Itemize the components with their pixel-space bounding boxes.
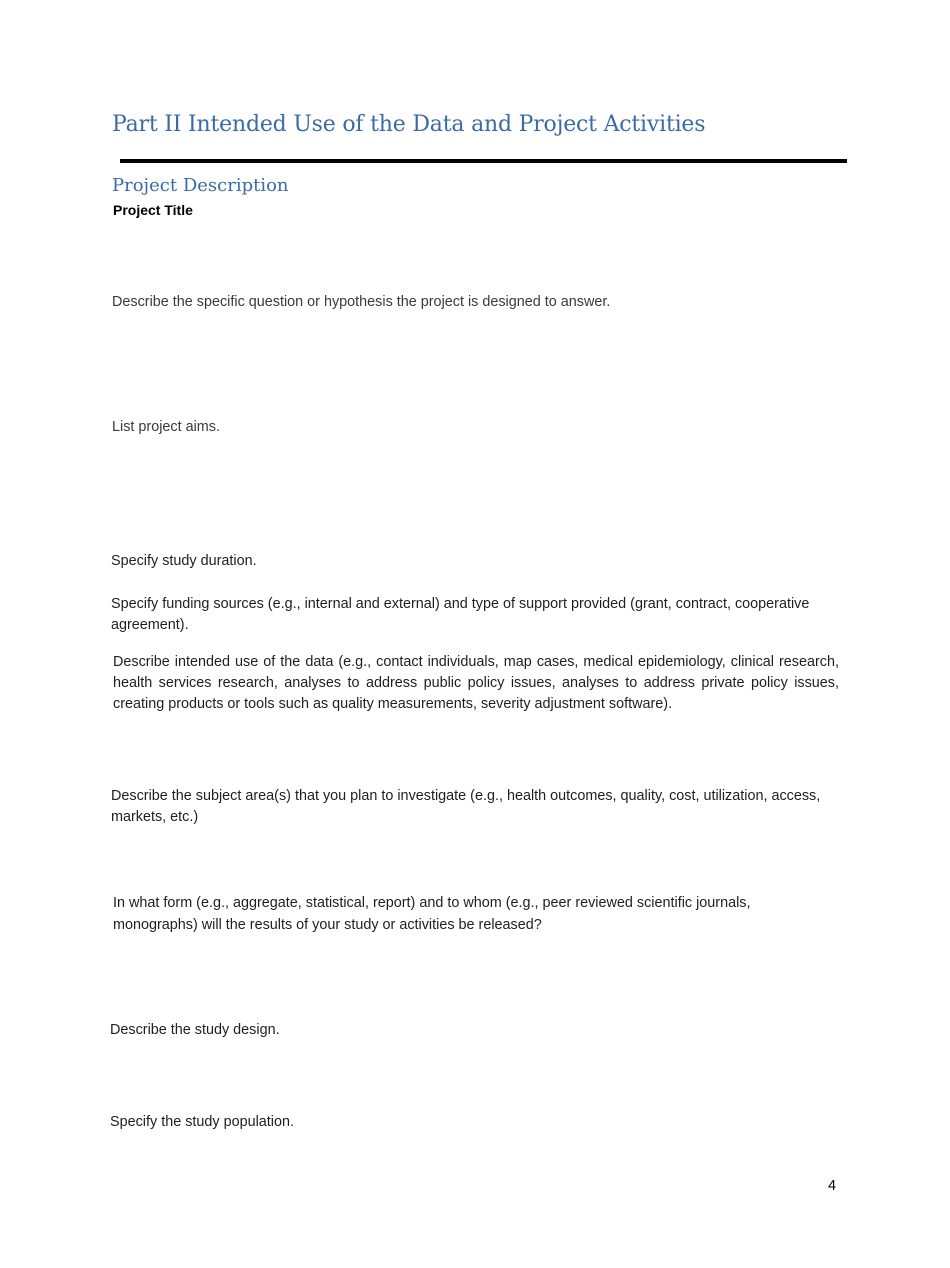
subject-areas-prompt: Describe the subject area(s) that you plan to investigate (e.g., health outcomes, quality, cost, utilization, access, markets, etc.) [111,788,821,825]
part-heading: Part II Intended Use of the Data and Project Activities [112,112,706,137]
project-aims-prompt: List project aims. [112,419,220,435]
project-title-label: Project Title [113,202,193,218]
page-number: 4 [828,1178,837,1194]
funding-sources-prompt: Specify funding sources (e.g., internal and external) and type of support provided (grant, contract, cooperative agreement). [111,596,810,633]
intended-use-prompt: Describe intended use of the data (e.g., contact individuals, map cases, medical epidemiology, clinical research, health services research, analyses to address public policy issues, analyses to address private policy issues, creating products or tools such as quality measurements, severity adjustment software). [113,654,839,712]
heading-rule [120,159,847,163]
study-duration-prompt: Specify study duration. [111,553,257,569]
study-population-prompt: Specify the study population. [110,1114,295,1130]
study-design-prompt: Describe the study design. [110,1022,280,1038]
question-hypothesis-prompt: Describe the specific question or hypothesis the project is designed to answer. [112,294,611,310]
section-heading: Project Description [112,175,289,196]
results-release-prompt: In what form (e.g., aggregate, statistical, report) and to whom (e.g., peer reviewed scientific journals, monographs) will the results of your study or activities be released? [113,895,751,933]
